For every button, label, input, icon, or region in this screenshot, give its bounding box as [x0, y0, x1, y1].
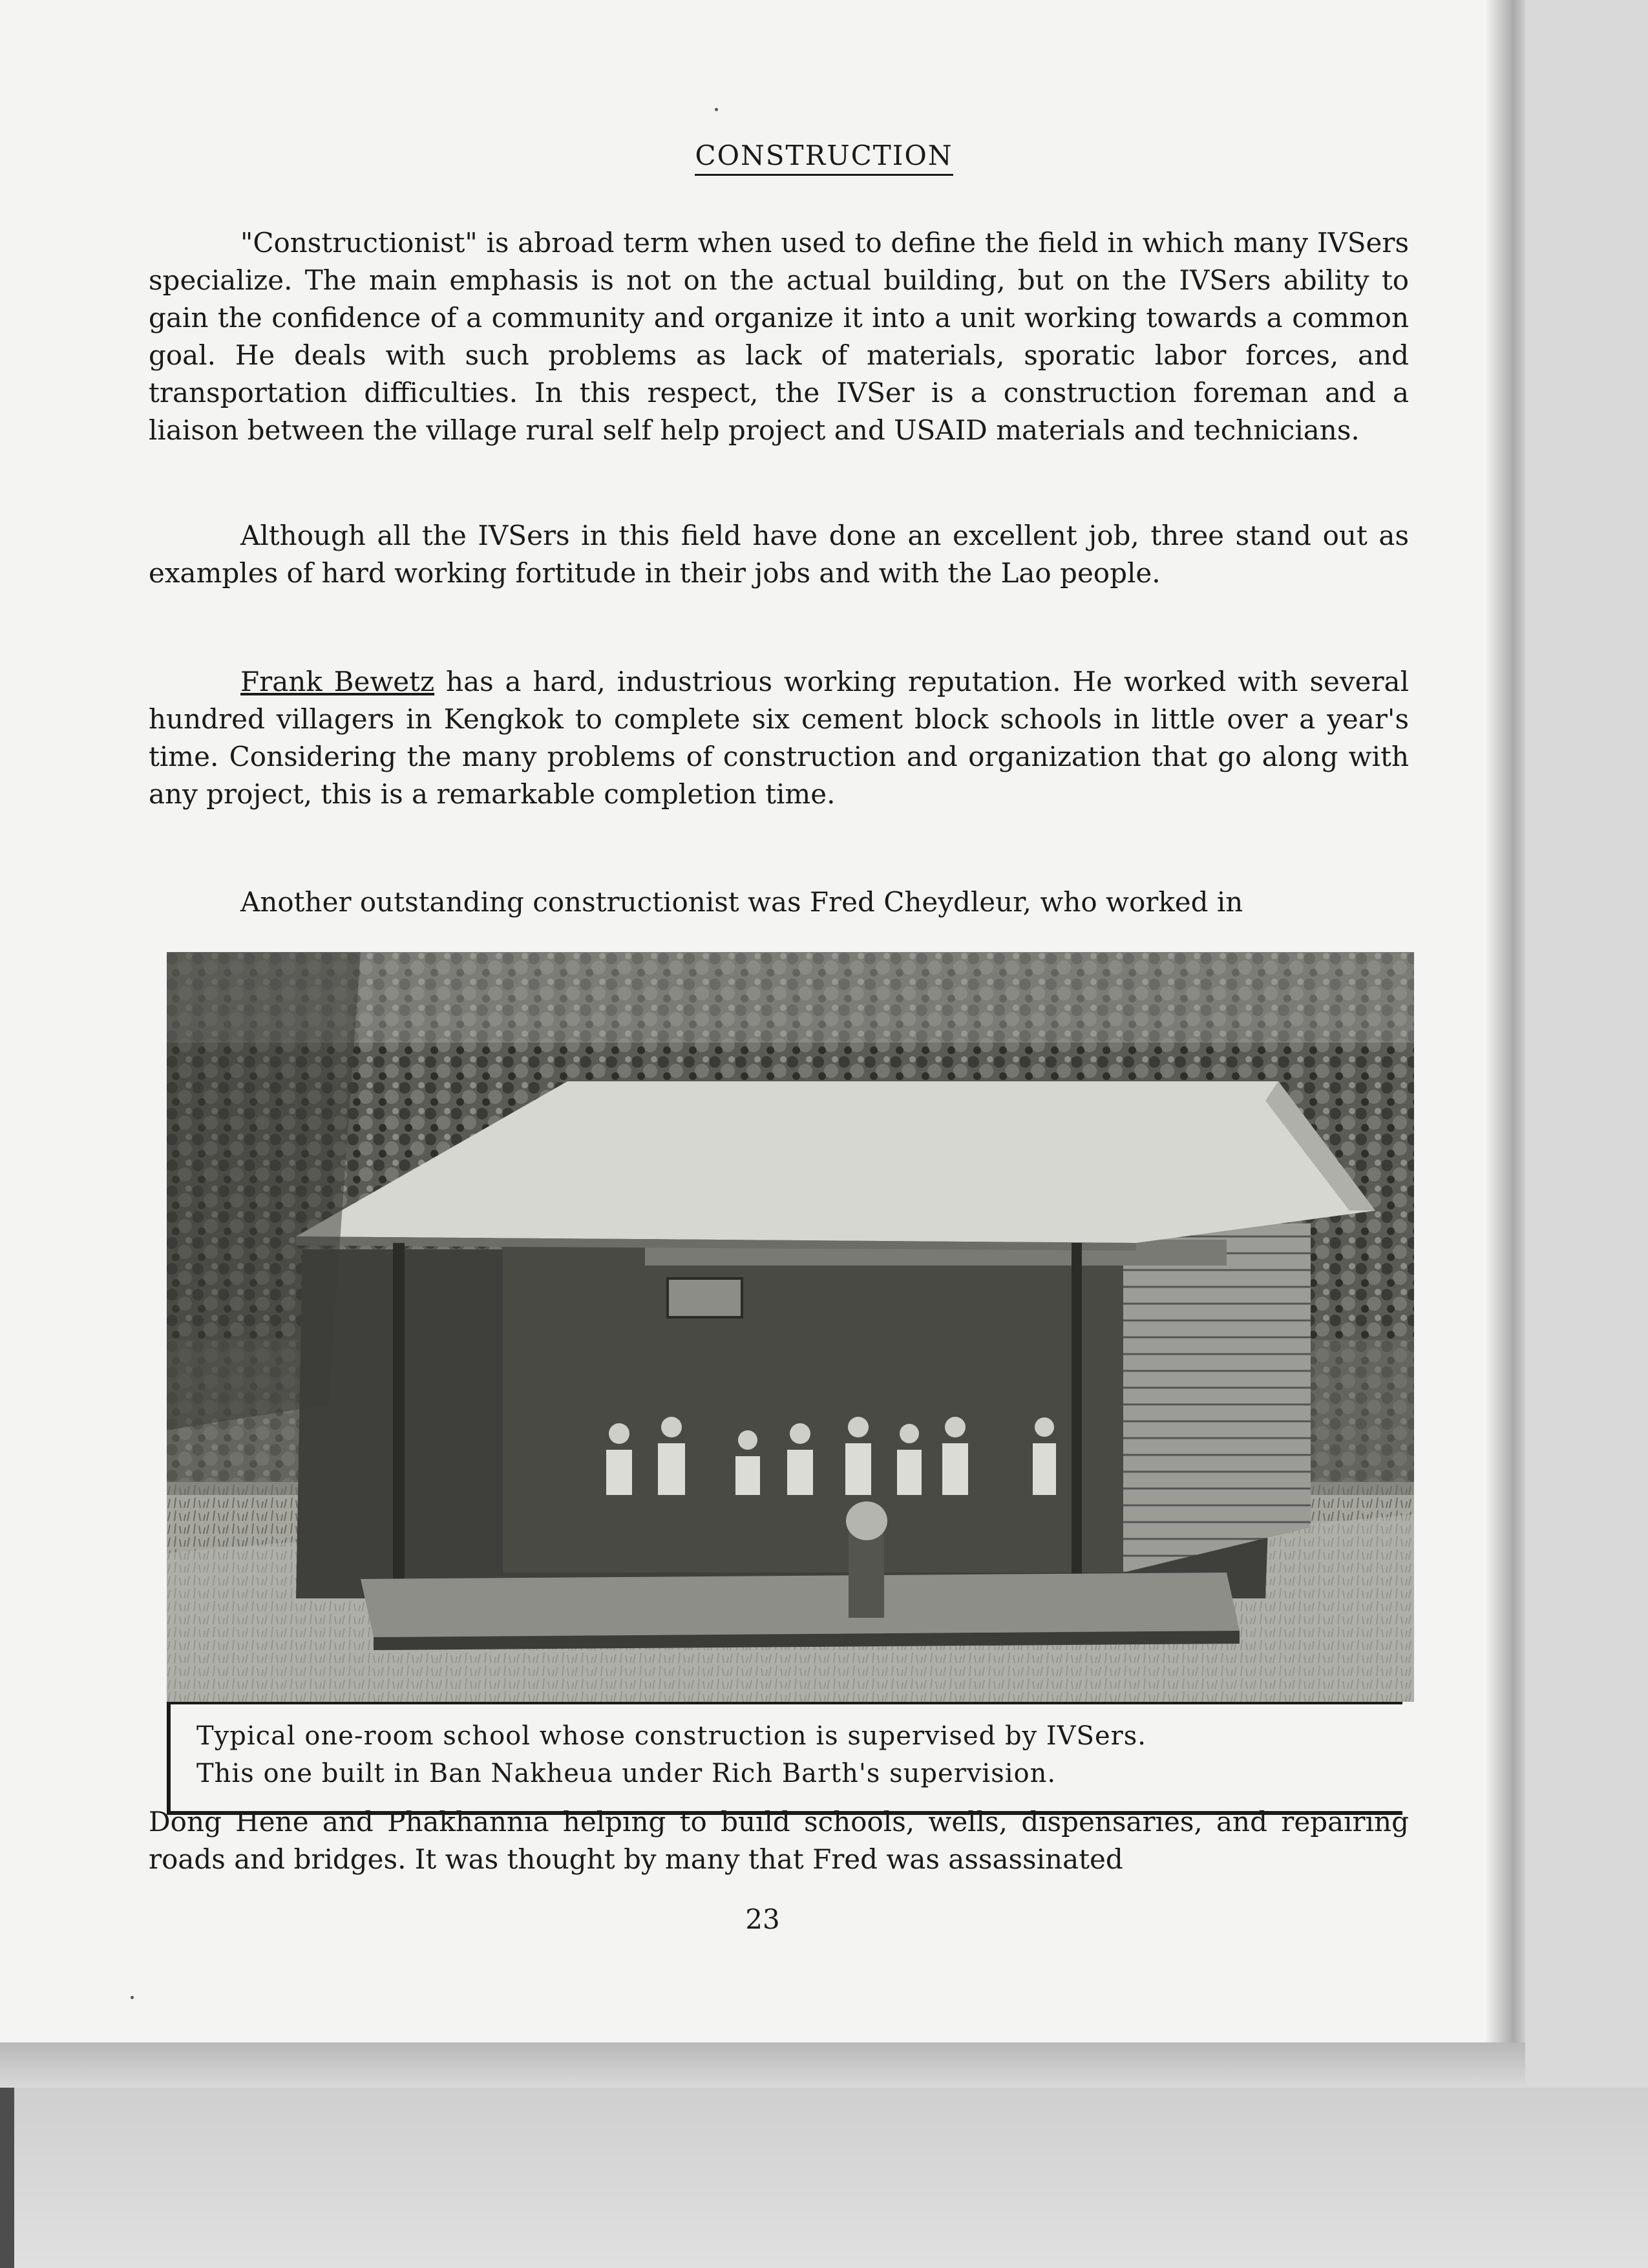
- scanner-edge: [0, 2088, 14, 2268]
- caption-line-1: Typical one-room school whose construction is supervised by IVSers.: [196, 1721, 1146, 1751]
- page-number: 23: [745, 1903, 780, 1935]
- school-photo-drawing: [167, 952, 1414, 1702]
- paragraph-text: has a hard, industrious working reputation. He worked with several hundred villagers in Kengkok to complete six cement block schools in little over a year's time. Considering the many problems of construction and organization that go along with any project, this is a remarkable completion time.: [149, 666, 1409, 810]
- underlying-page: [14, 2088, 1648, 2268]
- school-photo: [167, 952, 1414, 1702]
- caption-line-2: This one built in Ban Nakheua under Rich Barth's supervision.: [196, 1759, 1057, 1788]
- speck: [131, 1996, 134, 1999]
- speck: [715, 108, 718, 111]
- photo-caption: [167, 1702, 1402, 1815]
- page-bottom-shadow: [0, 2042, 1525, 2088]
- paragraph-frank-bewetz: [149, 663, 1409, 813]
- paragraph-constructionist: "Constructionist" is abroad term when used to define the field in which many IVSers specialize. The main emphasis is not on the actual building, but on the IVSers ability to gain the confidence of a community and organize it into a unit working towards a common goal. He deals with such problems as lack of materials, sporatic labor forces, and transportation difficulties. In this respect, the IVSer is a construction foreman and a liaison between the village rural self help project and USAID materials and technicians.: [149, 227, 1409, 446]
- paragraph-dong-hene: Dong Hene and Phakhannia helping to build schools, wells, dispensaries, and repairing roads and bridges. It was thought by many that Fred was assassinated: [149, 1806, 1409, 1875]
- paragraph-fred-cheydleur: Another outstanding constructionist was Fred Cheydleur, who worked in: [240, 886, 1243, 918]
- page-heading: [0, 140, 1648, 171]
- paragraph-three-standouts: Although all the IVSers in this field have done an excellent job, three stand out as examples of hard working fortitude in their jobs and with the Lao people.: [149, 520, 1409, 589]
- person-name: Frank Bewetz: [240, 666, 435, 697]
- heading-text: CONSTRUCTION: [695, 140, 953, 176]
- binding-edge: [1486, 0, 1525, 2049]
